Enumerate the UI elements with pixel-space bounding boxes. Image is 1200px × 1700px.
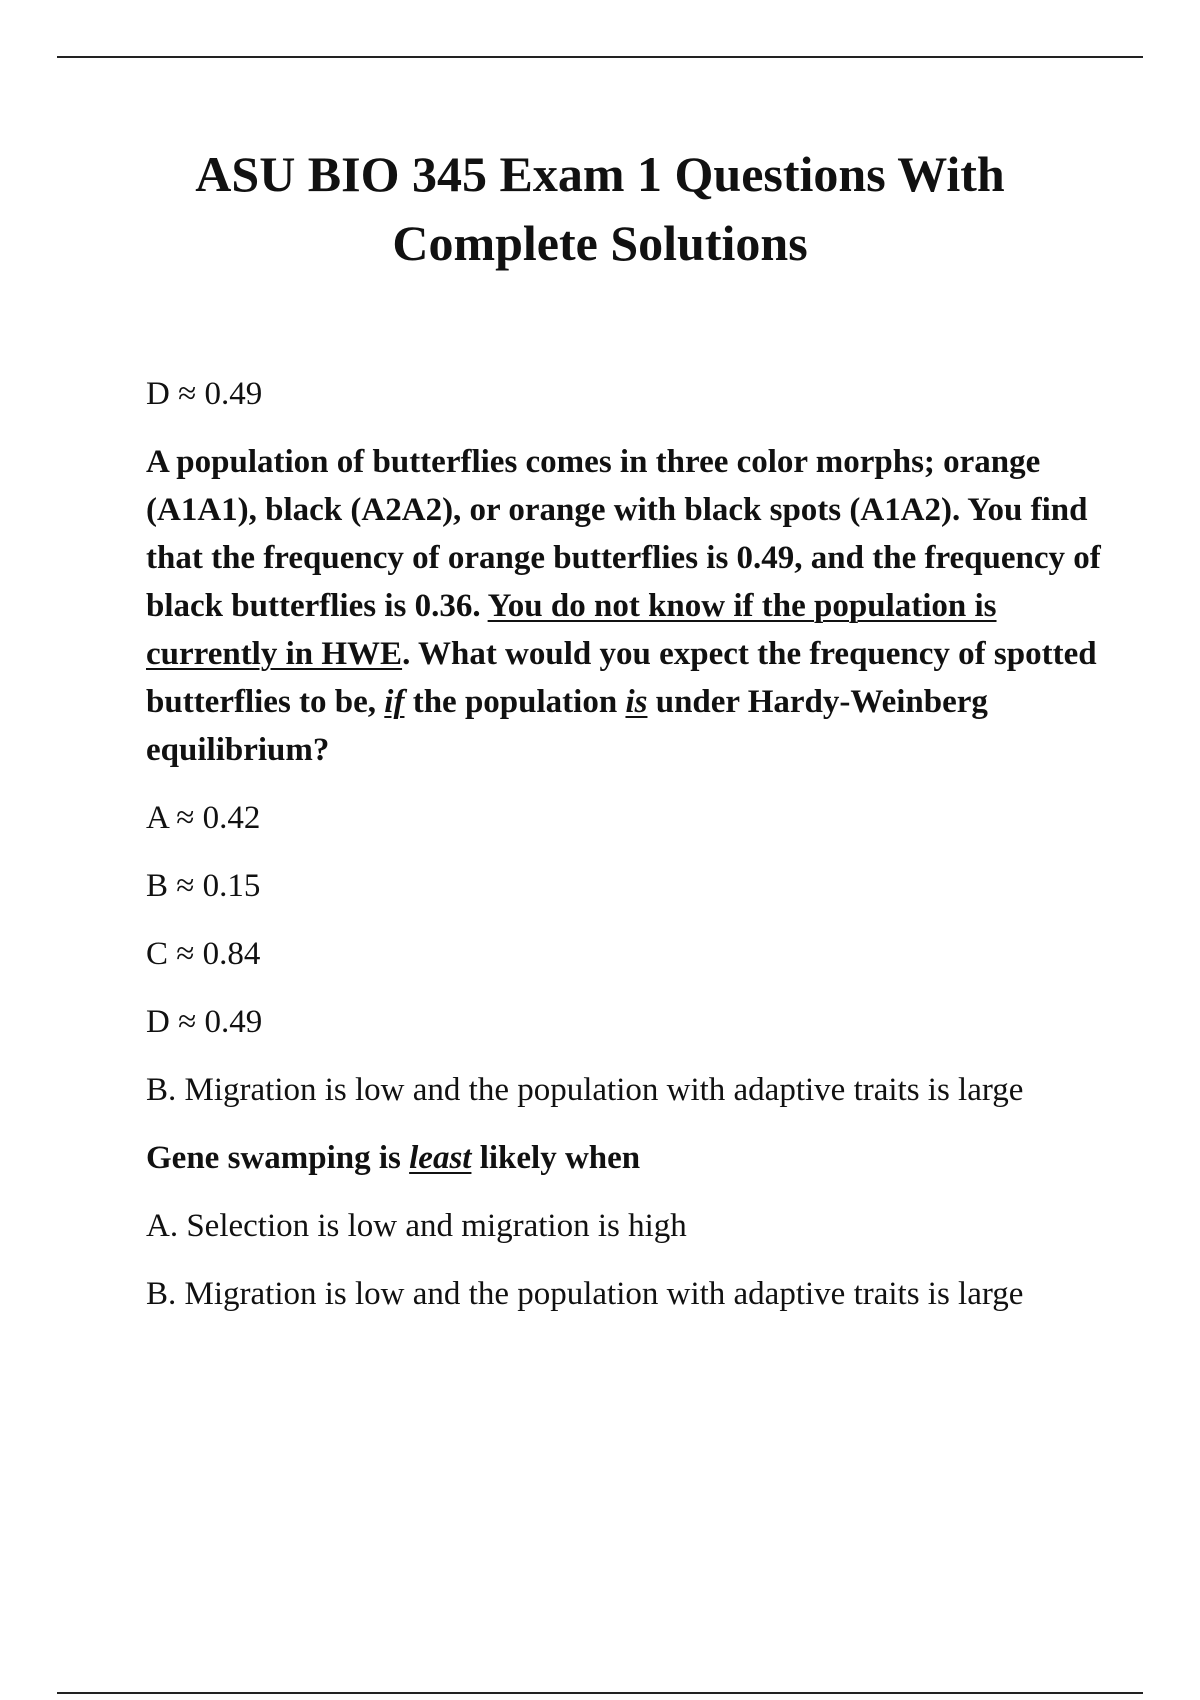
previous-answer: D ≈ 0.49 xyxy=(146,376,263,412)
top-rule xyxy=(57,56,1143,58)
question-butterflies xyxy=(146,438,1106,774)
option2-b: B. Migration is low and the population with adaptive traits is large xyxy=(146,1276,1024,1312)
question-emphasis-if: if xyxy=(384,684,405,720)
question2-text-part2: likely when xyxy=(471,1140,641,1176)
question-text-part1: A population of butterflies comes in three color morphs; orange (A1A1), black (A2A2), or orange with black spots (A1A2). You find that the frequency of orange butterflies is 0.49, and the frequency of black butterflies is 0.36. xyxy=(146,444,1101,624)
option-c: C ≈ 0.84 xyxy=(146,936,261,972)
document-title xyxy=(100,140,1100,278)
document-body xyxy=(146,370,1106,1318)
title-line-1: ASU BIO 345 Exam 1 Questions With xyxy=(195,146,1005,202)
question-gene-swamping xyxy=(146,1134,1106,1182)
bottom-rule xyxy=(57,1692,1143,1694)
question-text-part4: under Hardy-Weinberg equilibrium? xyxy=(146,684,988,768)
question-underlined-phrase: You do not know if the population is currently in HWE xyxy=(146,588,997,672)
question-text-part2: . What would you expect the frequency of spotted butterflies to be, xyxy=(146,636,1097,720)
option-b: B ≈ 0.15 xyxy=(146,868,261,904)
question2-text-part1: Gene swamping is xyxy=(146,1140,410,1176)
option2-a: A. Selection is low and migration is high xyxy=(146,1208,687,1244)
question-text-part3: the population xyxy=(404,684,626,720)
answer-gene-swamping: B. Migration is low and the population with adaptive traits is large xyxy=(146,1072,1024,1108)
title-line-2: Complete Solutions xyxy=(392,215,808,271)
option-d: D ≈ 0.49 xyxy=(146,1004,263,1040)
option-a: A ≈ 0.42 xyxy=(146,800,261,836)
question-emphasis-is: is xyxy=(625,684,648,720)
question2-emphasis-least: least xyxy=(409,1140,472,1176)
